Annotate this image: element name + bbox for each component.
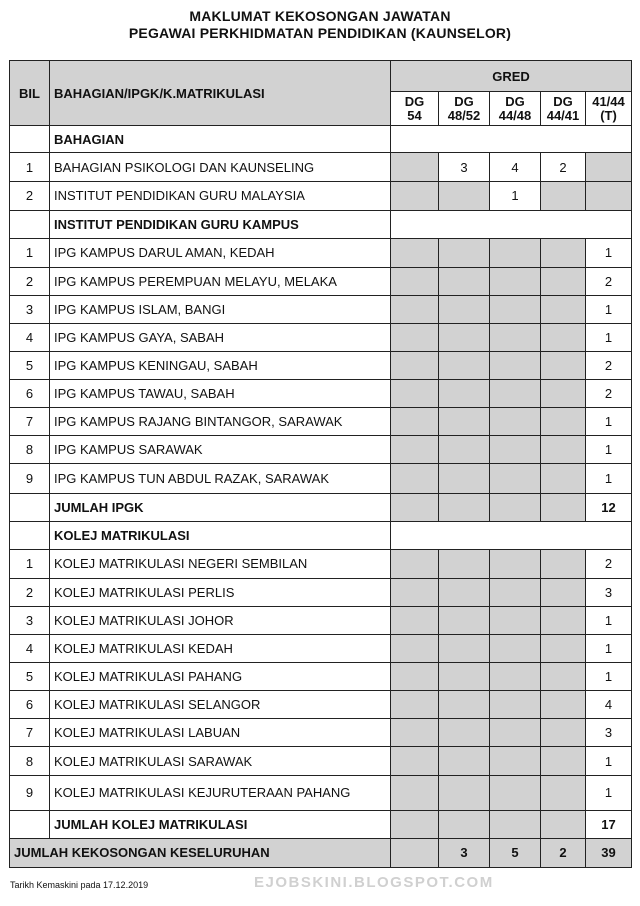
grade-cell: 1 — [586, 464, 632, 493]
grade-cell — [439, 606, 490, 634]
grade-cell — [439, 380, 490, 408]
grade-cell — [490, 775, 541, 810]
grade-cell — [541, 267, 586, 295]
grade-cell — [490, 464, 541, 493]
grade-cell — [391, 295, 439, 323]
grand-total-value: 39 — [586, 838, 632, 867]
grade-cell — [391, 719, 439, 747]
row-bil: 2 — [10, 182, 50, 210]
row-bil: 1 — [10, 153, 50, 182]
section-title: KOLEJ MATRIKULASI — [50, 521, 391, 549]
grade-cell — [391, 549, 439, 578]
grade-cell — [490, 719, 541, 747]
vacancy-table — [9, 60, 632, 868]
row-name: IPG KAMPUS TAWAU, SABAH — [50, 380, 391, 408]
grade-cell — [490, 267, 541, 295]
grade-cell — [586, 182, 632, 210]
grade-cell — [490, 635, 541, 663]
grade-cell — [490, 663, 541, 691]
grade-cell: 1 — [586, 635, 632, 663]
grade-cell — [490, 295, 541, 323]
table-row — [10, 153, 632, 182]
jumlah-keseluruhan-row — [10, 838, 632, 867]
row-name: KOLEJ MATRIKULASI NEGERI SEMBILAN — [50, 549, 391, 578]
grade-cell: 1 — [490, 182, 541, 210]
grade-cell — [391, 267, 439, 295]
table-row — [10, 747, 632, 775]
grand-total-value: 3 — [439, 838, 490, 867]
grade-cell — [541, 719, 586, 747]
row-name: IPG KAMPUS SARAWAK — [50, 436, 391, 464]
grand-total-label: JUMLAH KEKOSONGAN KESELURUHAN — [10, 838, 391, 867]
row-name: KOLEJ MATRIKULASI SELANGOR — [50, 691, 391, 719]
row-name: IPG KAMPUS GAYA, SABAH — [50, 323, 391, 351]
grade-cell — [541, 578, 586, 606]
grade-cell — [541, 549, 586, 578]
grade-cell: 1 — [586, 663, 632, 691]
row-bil: 8 — [10, 747, 50, 775]
grade-cell — [541, 635, 586, 663]
row-name: KOLEJ MATRIKULASI KEDAH — [50, 635, 391, 663]
section-row-kolej — [10, 521, 632, 549]
row-bil: 6 — [10, 691, 50, 719]
section-row-ipgk — [10, 210, 632, 238]
grade-cell: 1 — [586, 408, 632, 436]
row-bil: 1 — [10, 238, 50, 267]
grade-cell — [439, 436, 490, 464]
header-row — [10, 61, 632, 92]
grade-cell — [391, 238, 439, 267]
grade-dg54: DG 54 — [391, 92, 439, 126]
grade-cell: 4 — [490, 153, 541, 182]
grade-cell — [439, 691, 490, 719]
grade-cell — [490, 238, 541, 267]
grand-total-value: 2 — [541, 838, 586, 867]
grade-cell — [391, 663, 439, 691]
document-subtitle: PEGAWAI PERKHIDMATAN PENDIDIKAN (KAUNSELOR) — [128, 25, 512, 41]
table-row — [10, 464, 632, 493]
grade-cell: 1 — [586, 747, 632, 775]
total-value: 17 — [586, 810, 632, 838]
grade-cell: 3 — [586, 719, 632, 747]
grade-dg4441: DG 44/41 — [541, 92, 586, 126]
row-name: KOLEJ MATRIKULASI JOHOR — [50, 606, 391, 634]
table-row — [10, 775, 632, 810]
grade-cell — [541, 408, 586, 436]
grade-cell — [439, 267, 490, 295]
total-value: 12 — [586, 493, 632, 521]
grade-cell: 2 — [586, 267, 632, 295]
update-date: Tarikh Kemaskini pada 17.12.2019 — [10, 880, 149, 890]
row-bil: 4 — [10, 635, 50, 663]
row-name: KOLEJ MATRIKULASI LABUAN — [50, 719, 391, 747]
grade-cell: 2 — [586, 352, 632, 380]
row-bil: 5 — [10, 663, 50, 691]
grade-cell — [490, 606, 541, 634]
table-row — [10, 267, 632, 295]
grade-cell — [490, 549, 541, 578]
jumlah-ipgk-row — [10, 493, 632, 521]
row-bil: 7 — [10, 408, 50, 436]
grade-cell — [541, 606, 586, 634]
grade-cell — [490, 436, 541, 464]
grade-cell — [490, 380, 541, 408]
grade-cell — [439, 323, 490, 351]
row-name: KOLEJ MATRIKULASI SARAWAK — [50, 747, 391, 775]
grade-cell — [541, 380, 586, 408]
table-row — [10, 182, 632, 210]
grade-cell: 3 — [586, 578, 632, 606]
grade-cell — [439, 295, 490, 323]
watermark-text: EJOBSKINI.BLOGSPOT.COM — [254, 874, 494, 891]
grade-cell — [439, 549, 490, 578]
grade-cell — [490, 352, 541, 380]
row-name: IPG KAMPUS TUN ABDUL RAZAK, SARAWAK — [50, 464, 391, 493]
grade-cell — [391, 464, 439, 493]
row-bil: 8 — [10, 436, 50, 464]
row-name: IPG KAMPUS DARUL AMAN, KEDAH — [50, 238, 391, 267]
row-name: BAHAGIAN PSIKOLOGI DAN KAUNSELING — [50, 153, 391, 182]
row-bil: 7 — [10, 719, 50, 747]
row-bil: 1 — [10, 549, 50, 578]
grade-cell — [490, 323, 541, 351]
grade-cell — [391, 606, 439, 634]
row-bil: 3 — [10, 606, 50, 634]
grade-cell: 1 — [586, 436, 632, 464]
grade-cell — [541, 663, 586, 691]
row-name: KOLEJ MATRIKULASI PAHANG — [50, 663, 391, 691]
grade-cell — [541, 323, 586, 351]
grade-cell — [391, 747, 439, 775]
row-bil: 2 — [10, 267, 50, 295]
table-row — [10, 549, 632, 578]
table-row — [10, 635, 632, 663]
grade-4144t: 41/44 (T) — [586, 92, 632, 126]
grade-cell — [439, 663, 490, 691]
grade-cell — [391, 635, 439, 663]
grade-cell — [541, 747, 586, 775]
grade-cell — [541, 295, 586, 323]
grade-cell: 3 — [439, 153, 490, 182]
grand-total-value: 5 — [490, 838, 541, 867]
table-row — [10, 606, 632, 634]
section-title: BAHAGIAN — [50, 126, 391, 153]
grade-cell — [490, 578, 541, 606]
row-bil: 3 — [10, 295, 50, 323]
row-bil: 4 — [10, 323, 50, 351]
section-row-bahagian — [10, 126, 632, 153]
grade-cell: 1 — [586, 606, 632, 634]
grade-cell: 1 — [586, 295, 632, 323]
row-name: IPG KAMPUS KENINGAU, SABAH — [50, 352, 391, 380]
grade-cell — [391, 323, 439, 351]
grade-cell — [490, 691, 541, 719]
grade-cell — [439, 578, 490, 606]
grade-cell: 2 — [586, 380, 632, 408]
grade-cell — [439, 182, 490, 210]
grade-cell — [391, 153, 439, 182]
grade-cell — [391, 380, 439, 408]
row-name: KOLEJ MATRIKULASI PERLIS — [50, 578, 391, 606]
total-label: JUMLAH IPGK — [50, 493, 391, 521]
grade-cell — [490, 408, 541, 436]
document-title: MAKLUMAT KEKOSONGAN JAWATAN — [189, 8, 451, 24]
grade-cell — [391, 436, 439, 464]
row-name: KOLEJ MATRIKULASI KEJURUTERAAN PAHANG — [50, 775, 391, 810]
grade-cell: 1 — [586, 238, 632, 267]
grade-cell — [391, 182, 439, 210]
grade-cell — [391, 775, 439, 810]
grade-cell — [439, 352, 490, 380]
grade-cell — [586, 153, 632, 182]
grand-total-value — [391, 838, 439, 867]
table-row — [10, 323, 632, 351]
table-row — [10, 380, 632, 408]
header-gred: GRED — [391, 61, 632, 92]
grade-cell — [391, 352, 439, 380]
grade-cell — [391, 408, 439, 436]
header-bil: BIL — [10, 61, 50, 126]
grade-cell — [541, 691, 586, 719]
row-bil: 2 — [10, 578, 50, 606]
section-title: INSTITUT PENDIDIKAN GURU KAMPUS — [50, 210, 391, 238]
table-row — [10, 719, 632, 747]
table-row — [10, 691, 632, 719]
table-row — [10, 295, 632, 323]
grade-cell: 1 — [586, 775, 632, 810]
grade-dg4448: DG 44/48 — [490, 92, 541, 126]
row-name: IPG KAMPUS RAJANG BINTANGOR, SARAWAK — [50, 408, 391, 436]
grade-cell — [391, 691, 439, 719]
row-bil: 9 — [10, 775, 50, 810]
grade-cell — [490, 747, 541, 775]
table-row — [10, 578, 632, 606]
table-row — [10, 408, 632, 436]
table-row — [10, 238, 632, 267]
grade-cell — [391, 578, 439, 606]
grade-cell — [541, 182, 586, 210]
grade-cell: 2 — [541, 153, 586, 182]
grade-cell — [541, 352, 586, 380]
table-row — [10, 352, 632, 380]
grade-cell — [439, 238, 490, 267]
grade-cell: 4 — [586, 691, 632, 719]
grade-cell: 1 — [586, 323, 632, 351]
grade-dg4852: DG 48/52 — [439, 92, 490, 126]
grade-cell — [439, 635, 490, 663]
row-name: IPG KAMPUS PEREMPUAN MELAYU, MELAKA — [50, 267, 391, 295]
row-bil: 9 — [10, 464, 50, 493]
total-label: JUMLAH KOLEJ MATRIKULASI — [50, 810, 391, 838]
grade-cell — [541, 775, 586, 810]
grade-cell: 2 — [586, 549, 632, 578]
grade-cell — [439, 408, 490, 436]
table-row — [10, 436, 632, 464]
row-bil: 5 — [10, 352, 50, 380]
grade-cell — [541, 436, 586, 464]
grade-cell — [439, 719, 490, 747]
grade-cell — [439, 464, 490, 493]
row-name: INSTITUT PENDIDIKAN GURU MALAYSIA — [50, 182, 391, 210]
header-bahagian: BAHAGIAN/IPGK/K.MATRIKULASI — [50, 61, 391, 126]
row-name: IPG KAMPUS ISLAM, BANGI — [50, 295, 391, 323]
jumlah-kolej-row — [10, 810, 632, 838]
grade-cell — [439, 747, 490, 775]
grade-cell — [541, 238, 586, 267]
row-bil: 6 — [10, 380, 50, 408]
table-row — [10, 663, 632, 691]
grade-cell — [439, 775, 490, 810]
grade-cell — [541, 464, 586, 493]
